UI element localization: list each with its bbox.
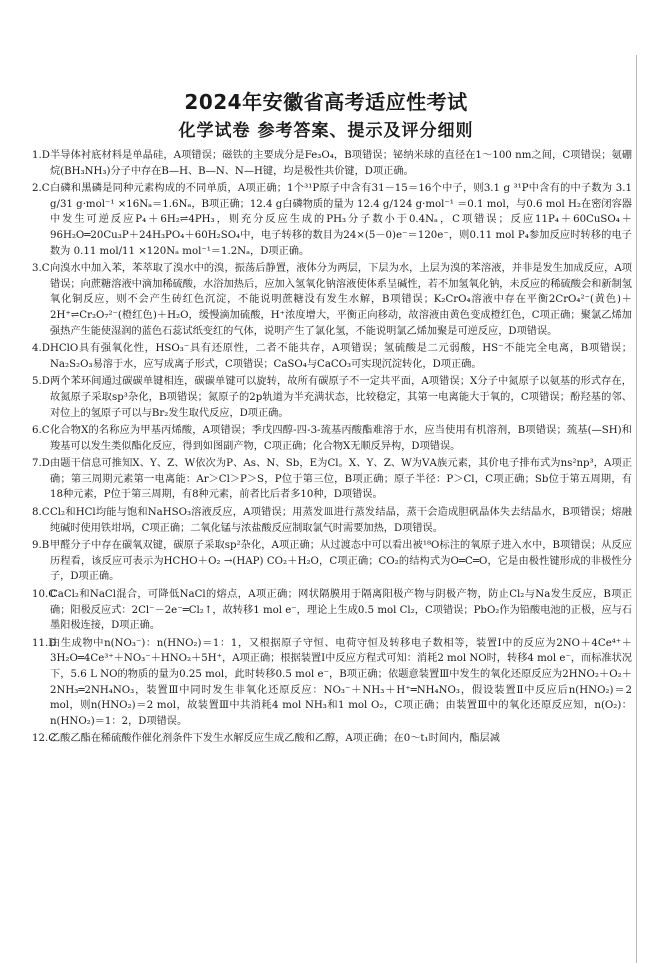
answer-text: 乙酸乙酯在稀硫酸作催化剂条件下发生水解反应生成乙酸和乙醇，A项正确；在0～t₁时间内，酯层减 [50,733,500,745]
answer-number: 11.D [32,637,57,649]
answer-item-6 [34,423,632,454]
answer-text: 由题干信息可推知X、Y、Z、W依次为P、As、N、Sb，E为Cl。X、Y、Z、W为ⅤA族元素，其价电子排布式为ns²np³，A项正确；第三周期元素第一电离能：Ar＞Cl＞P＞S，P位于第三位，B项正确；原子半径：P＞Cl，C项正确；Sb位于第五周期，有18种元素，P位于第三周期，有8种元素，前者比后者多10种，D项错误。 [50,458,632,501]
page-right-rule [636,55,637,963]
answer-number: 7.D [32,458,50,470]
answer-item-2 [34,181,632,259]
answer-item-12 [34,731,632,747]
answer-item-1 [34,148,632,179]
answer-text: 化合物X的名称应为甲基丙烯酸，A项错误；季戊四醇-四-3-巯基丙酸酯难溶于水，应当使用有机溶剂，B项错误；巯基(—SH)和羧基可以发生类似酯化反应，得到如图副产物，C项正确；化合物X无顺反异构，D项错误。 [50,425,632,452]
answer-text: 向溴水中加入苯，苯萃取了溴水中的溴，振荡后静置，液体分为两层，下层为水，上层为溴的苯溶液，并非是发生加成反应，A项错误；向蔗糖溶液中滴加稀硫酸，水浴加热后，应加入氢氧化钠溶液使体系呈碱性，若不加氢氧化钠，未反应的稀硫酸会和新制氢氧化铜反应，则不会产生砖红色沉淀，不能说明蔗糖没有发生水解，B项错误；K₂CrO₄溶液中存在平衡2CrO₄²⁻(黄色)＋2H⁺⇌Cr₂O₇²⁻(橙红色)＋H₂O，缓慢滴加硫酸，H⁺浓度增大，平衡正向移动，故溶液由黄色变成橙红色，C项正确；聚氯乙烯加强热产生能使湿润的蓝色石蕊试纸变红的气体，说明产生了氯化氢，不能说明氯乙烯加聚是可逆反应，D项错误。 [50,263,632,337]
answer-item-11 [34,636,632,730]
answer-text: 由生成物中n(NO₃⁻)：n(HNO₂)＝1：1，又根据原子守恒、电荷守恒及转移电子数相等，装置Ⅰ中的反应为2NO＋4Ce⁴⁺＋3H₂O═4Ce³⁺＋NO₃⁻＋HNO₂＋5H⁺，A项正确；根据装置Ⅰ中反应方程式可知：消耗2 mol NO时，转移4 mol e⁻，而标准状况下，5.6 L NO的物质的量为0.25 mol，此时转移0.5 mol e⁻，B项正确；依题意装置Ⅲ中发生的氧化还原反应为2HNO₂＋O₂＋2NH₃═2NH₄NO₃，装置Ⅲ中同时发生非氧化还原反应：NO₃⁻＋NH₃＋H⁺═NH₄NO₃，假设装置Ⅱ中反应后n(HNO₂)＝2 mol，则n(HNO₂)＝2 mol，故装置Ⅲ中共消耗4 mol NH₃和1 mol O₂，C项正确；由装置Ⅲ中的氧化还原反应知，n(O₂)：n(HNO₂)＝1：2，D项错误。 [50,637,632,727]
answer-item-4 [34,341,632,372]
page-subtitle: 化学试卷 参考答案、提示及评分细则 [178,121,474,141]
answer-number: 10.C [32,589,56,601]
answer-item-3 [34,261,632,339]
answer-number: 5.D [32,376,50,388]
answer-text: 两个苯环间通过碳碳单键相连，碳碳单键可以旋转，故所有碳原子不一定共平面，A项错误；X分子中氮原子以氨基的形式存在，故氮原子采取sp³杂化，B项错误；氮原子的2p轨道为半充满状态，比较稳定，其第一电离能大于氧的，C项错误；酚羟基的邻、对位上的氢原子可以与Br₂发生取代反应，D项正确。 [50,376,632,419]
answer-list [34,148,632,749]
answer-item-7 [34,456,632,503]
answer-number: 4.D [32,343,50,355]
answer-text: 甲醛分子中存在碳氧双键，碳原子采取sp²杂化，A项正确；从过渡态中可以看出被¹⁸O标注的氧原子进入水中，B项错误；从反应历程看，该反应可表示为HCHO＋O₂ →(HAP) CO₂＋H₂O，C项正确；CO₂的结构式为O═C═O，它是由极性键形成的非极性分子，D项正确。 [50,540,632,583]
answer-text: HClO具有强氧化性，HSO₃⁻具有还原性，二者不能共存，A项错误；氢硫酸是二元弱酸，HS⁻不能完全电离，B项错误；Na₂S₂O₃易溶于水，应写成离子形式，C项错误；CaSO₄与CaCO₃可实现沉淀转化，D项正确。 [50,343,632,370]
answer-number: 1.D [32,150,50,161]
answer-number: 3.C [32,263,50,275]
answer-number: 6.C [32,425,50,437]
answer-number: 9.B [32,540,50,552]
answer-item-9 [34,538,632,585]
answer-item-5 [34,374,632,421]
answer-item-8 [34,505,632,536]
answer-number: 12.C [32,733,56,745]
answer-text: CaCl₂和NaCl混合，可降低NaCl的熔点，A项正确；网状隔膜用于隔离阳极产物与阴极产物，防止Cl₂与Na发生反应，B项正确；阳极反应式：2Cl⁻－2e⁻═Cl₂↑，故转移1 mol e⁻，理论上生成0.5 mol Cl₂，C项错误；PbO₂作为铅酸电池的正极，应与石墨阳极连接，D项正确。 [50,589,632,632]
answer-number: 2.C [32,183,50,195]
answer-number: 8.C [32,507,50,519]
answer-text: 白磷和黑磷是同种元素构成的不同单质，A项正确；1个³¹P原子中含有31－15＝16个中子，则3.1 g ³¹P中含有的中子数为 3.1 g/31 g·mol⁻¹ ×16Nₐ＝1.6Nₐ，B项正确；12.4 g白磷物质的量为 12.4 g/124 g·mol⁻¹ ＝0.1 mol，与0.6 mol H₂在密闭容器中发生可逆反应P₄＋6H₂⇌4PH₃，则充分反应生成的PH₃分子数小于0.4Nₐ，C项错误；反应11P₄＋60CuSO₄＋96H₂O═20Cu₃P＋24H₃PO₄＋60H₂SO₄中，电子转移的数目为24×(5－0)e⁻＝120e⁻，则0.11 mol P₄参加反应时转移的电子数为 0.11 mol/11 ×120Nₐ mol⁻¹＝1.2Nₐ，D项正确。 [50,183,632,257]
answer-item-10 [34,587,632,634]
page-title: 2024年安徽省高考适应性考试 [184,90,468,114]
answer-text: 半导体衬底材料是单晶硅，A项错误；磁铁的主要成分是Fe₃O₄，B项错误；铋纳米球的直径在1～100 nm之间，C项错误；氨硼烷(BH₃NH₃)分子中存在B—H、B—N、N—H键，均是极性共价键，D项正确。 [50,150,632,177]
answer-text: Cl₂和HCl均能与饱和NaHSO₃溶液反应，A项错误；用蒸发皿进行蒸发结晶，蒸干会造成胆矾晶体失去结晶水，B项错误；熔融纯碱时使用铁坩埚，C项正确；二氧化锰与浓盐酸反应制取氯气时需要加热，D项错误。 [50,507,632,534]
